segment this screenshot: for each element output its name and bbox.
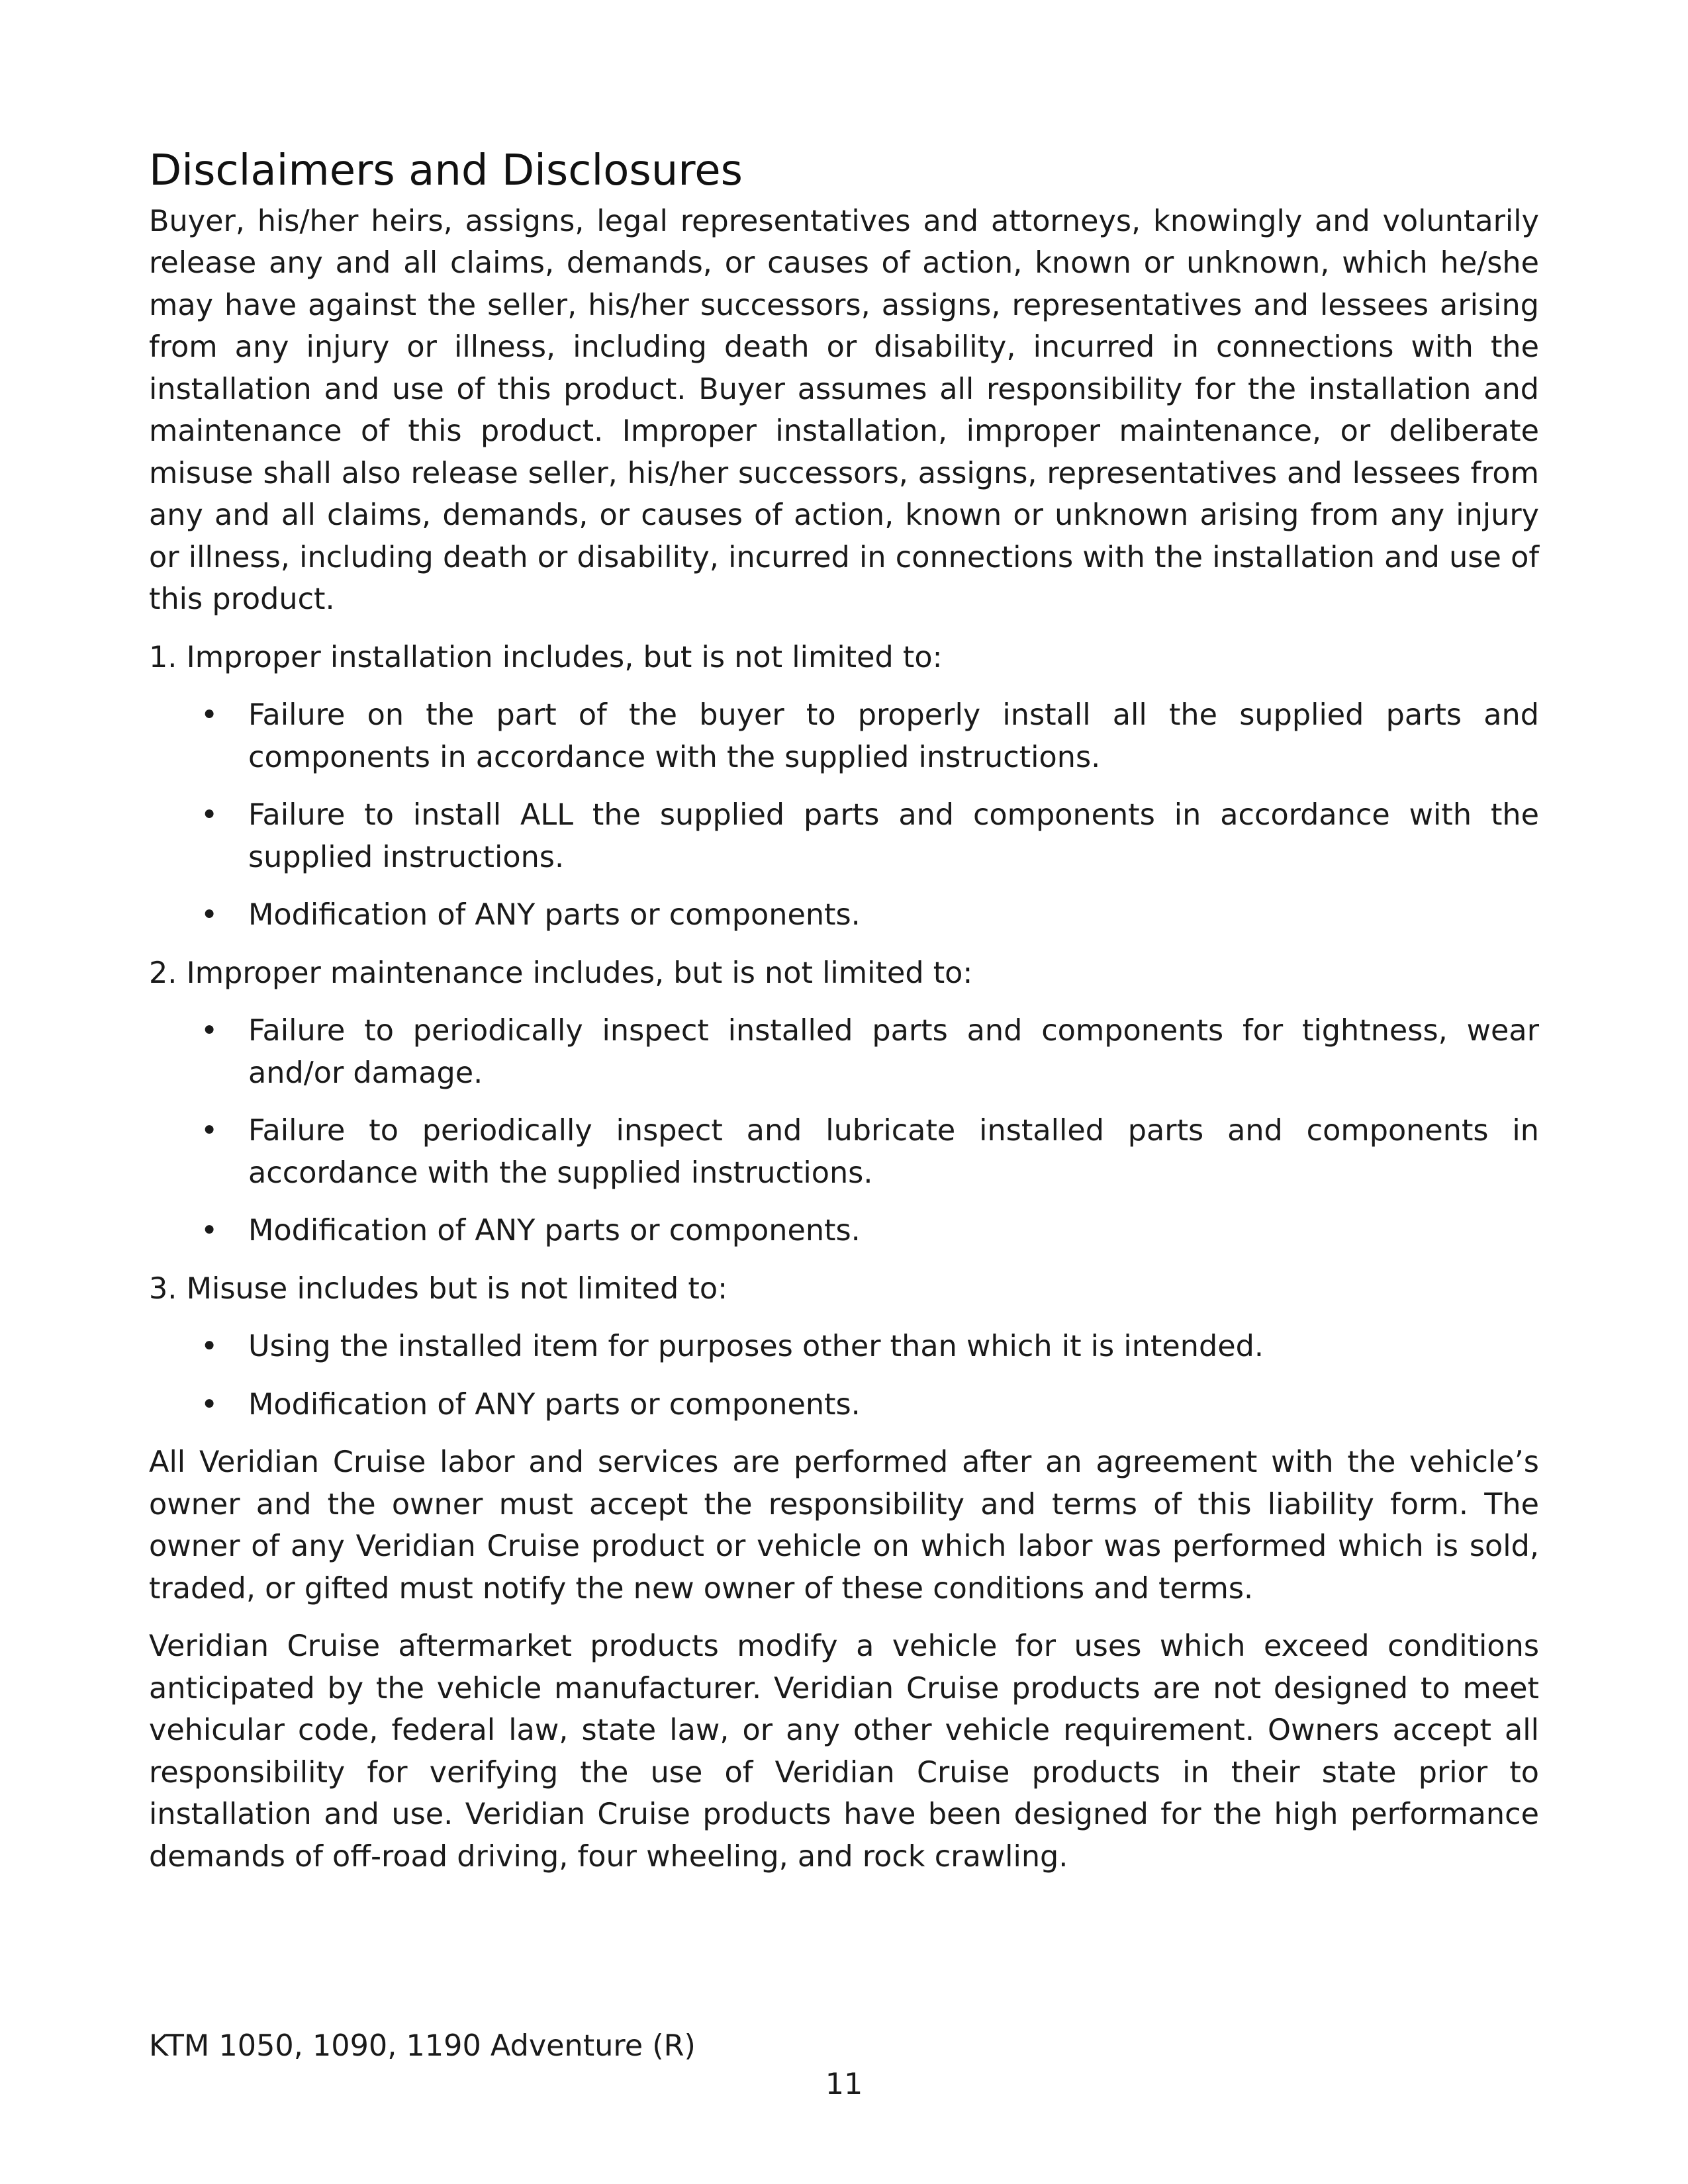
list-item-text: Failure to install ALL the supplied parts and components in accordance with the supplied instructions. xyxy=(248,798,1539,874)
bullet-icon: • xyxy=(201,1387,218,1422)
list-item xyxy=(149,1326,1539,1368)
release-paragraph: Buyer, his/her heirs, assigns, legal representatives and attorneys, knowingly and voluntarily release any and all claims, demands, or causes of action, known or unknown, which he/she may have against the seller, his/her successors, assigns, representatives and lessees arising from any injury or illness, including death or disability, incurred in connections with the installation and use of this product. Buyer assumes all responsibility for the installation and maintenance of this product. Improper installation, improper maintenance, or deliberate misuse shall also release seller, his/her successors, assigns, representatives and lessees from any and all claims, demands, or causes of action, known or unknown arising from any injury or illness, including death or disability, incurred in connections with the installation and use of this product. xyxy=(149,204,1539,617)
page-content xyxy=(149,146,1539,1893)
list-item-text: Failure to periodically inspect and lubricate installed parts and components in accordance with the supplied instructions. xyxy=(248,1114,1539,1190)
list-item-text: Failure on the part of the buyer to properly install all the supplied parts and components in accordance with the supplied instructions. xyxy=(248,698,1539,774)
footer-model: KTM 1050, 1090, 1190 Adventure (R) xyxy=(149,2029,696,2063)
list-item xyxy=(149,1210,1539,1252)
page-number: 11 xyxy=(825,2068,863,2101)
list-item xyxy=(149,694,1539,778)
section-title: Disclaimers and Disclosures xyxy=(149,146,743,195)
bullet-icon: • xyxy=(201,1014,218,1048)
misuse-list-heading: 3. Misuse includes but is not limited to: xyxy=(149,1271,728,1306)
list-item xyxy=(149,894,1539,936)
installation-list-heading: 1. Improper installation includes, but is not limited to: xyxy=(149,640,943,674)
list-item-text: Modification of ANY parts or components. xyxy=(248,1214,861,1248)
misuse-list xyxy=(149,1326,1539,1426)
maintenance-list-heading: 2. Improper maintenance includes, but is not limited to: xyxy=(149,956,973,990)
list-item xyxy=(149,794,1539,878)
list-item xyxy=(149,1010,1539,1094)
bullet-icon: • xyxy=(201,798,218,833)
list-item xyxy=(149,1110,1539,1194)
installation-list xyxy=(149,694,1539,936)
bullet-icon: • xyxy=(201,698,218,733)
list-item-text: Modification of ANY parts or components. xyxy=(248,898,861,933)
bullet-icon: • xyxy=(201,898,218,933)
list-item xyxy=(149,1384,1539,1426)
bullet-icon: • xyxy=(201,1214,218,1248)
list-item-text: Failure to periodically inspect installed parts and components for tightness, wear and/or damage. xyxy=(248,1014,1539,1090)
bullet-icon: • xyxy=(201,1114,218,1148)
list-item-text: Modification of ANY parts or components. xyxy=(248,1387,861,1422)
list-item-text: Using the installed item for purposes other than which it is intended. xyxy=(248,1330,1264,1364)
labor-paragraph: All Veridian Cruise labor and services are performed after an agreement with the vehicle’s owner and the owner must accept the responsibility and terms of this liability form. The owner of any Veridian Cruise product or vehicle on which labor was performed which is sold, traded, or gifted must notify the new owner of these conditions and terms. xyxy=(149,1445,1539,1606)
aftermarket-paragraph: Veridian Cruise aftermarket products modify a vehicle for uses which exceed conditions anticipated by the vehicle manufacturer. Veridian Cruise products are not designed to meet vehicular code, federal law, state law, or any other vehicle requirement. Owners accept all responsibility for verifying the use of Veridian Cruise products in their state prior to installation and use. Veridian Cruise products have been designed for the high performance demands of off-road driving, four wheeling, and rock crawling. xyxy=(149,1629,1539,1874)
maintenance-list xyxy=(149,1010,1539,1252)
bullet-icon: • xyxy=(201,1330,218,1364)
